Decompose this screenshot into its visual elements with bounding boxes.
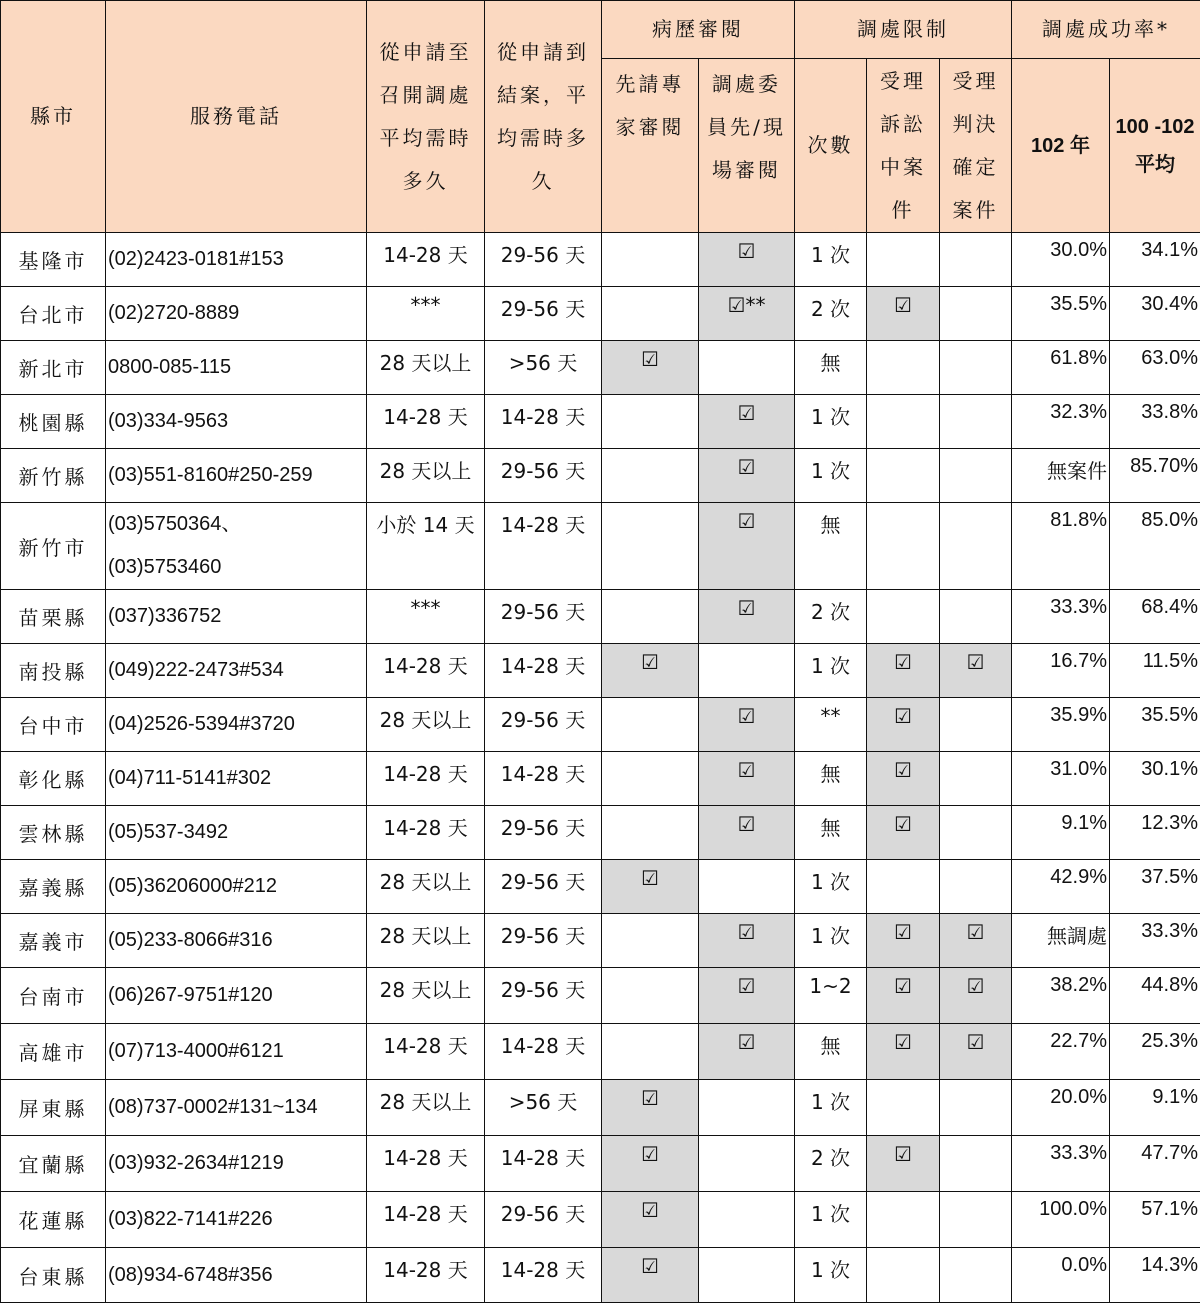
rate-102-cell: 32.3% <box>1012 395 1110 449</box>
expert-review-cell <box>602 1024 699 1080</box>
expert-review-cell <box>602 395 699 449</box>
expert-review-cell <box>602 503 699 590</box>
rate-102-cell: 100.0% <box>1012 1192 1110 1248</box>
litigation-cell: ☑ <box>867 287 940 341</box>
phone-number: 0800-085-115 <box>108 346 364 389</box>
table-row <box>1 287 1200 341</box>
committee-review-cell <box>699 341 795 395</box>
judgment-cell <box>940 698 1012 752</box>
phone-cell <box>106 968 367 1024</box>
city-cell: 嘉義縣 <box>1 860 106 914</box>
close-time-cell: 29-56 天 <box>485 449 602 503</box>
limit-times-cell: 1 次 <box>795 860 867 914</box>
phone-cell <box>106 1248 367 1303</box>
meeting-time-cell: 小於 14 天 <box>367 503 485 590</box>
city-cell: 新竹縣 <box>1 449 106 503</box>
meeting-time-cell: 14-28 天 <box>367 1248 485 1303</box>
limit-times-cell: 1 次 <box>795 395 867 449</box>
rate-102-cell: 33.3% <box>1012 1136 1110 1192</box>
rate-102-cell: 30.0% <box>1012 233 1110 287</box>
phone-cell <box>106 806 367 860</box>
close-time-cell: 29-56 天 <box>485 590 602 644</box>
judgment-cell: ☑ <box>940 644 1012 698</box>
close-time-cell: 29-56 天 <box>485 287 602 341</box>
litigation-cell <box>867 341 940 395</box>
phone-cell <box>106 1024 367 1080</box>
expert-review-cell <box>602 698 699 752</box>
judgment-cell <box>940 806 1012 860</box>
rate-102-cell: 31.0% <box>1012 752 1110 806</box>
limit-times-cell: 1 次 <box>795 644 867 698</box>
close-time-cell: 14-28 天 <box>485 1024 602 1080</box>
rate-102-cell: 81.8% <box>1012 503 1110 590</box>
committee-review-cell: ☑ <box>699 233 795 287</box>
limit-times-cell: 無 <box>795 503 867 590</box>
phone-cell <box>106 341 367 395</box>
limit-times-cell: 無 <box>795 1024 867 1080</box>
limit-times-cell: 1 次 <box>795 1080 867 1136</box>
meeting-time-cell: *** <box>367 590 485 644</box>
phone-number: (05)537-3492 <box>108 811 364 854</box>
rate-102-cell: 35.9% <box>1012 698 1110 752</box>
close-time-cell: 29-56 天 <box>485 860 602 914</box>
committee-review-cell: ☑ <box>699 752 795 806</box>
phone-number: (03)822-7141#226 <box>108 1198 364 1241</box>
limit-times-cell: 2 次 <box>795 1136 867 1192</box>
rate-avg-cell: 9.1% <box>1110 1080 1200 1136</box>
table-row <box>1 1080 1200 1136</box>
table-row <box>1 806 1200 860</box>
expert-review-cell: ☑ <box>602 1136 699 1192</box>
phone-number: (049)222-2473#534 <box>108 649 364 692</box>
table-row <box>1 395 1200 449</box>
phone-number: (06)267-9751#120 <box>108 974 364 1017</box>
judgment-cell <box>940 449 1012 503</box>
close-time-cell: >56 天 <box>485 341 602 395</box>
phone-cell <box>106 233 367 287</box>
meeting-time-cell: 28 天以上 <box>367 698 485 752</box>
committee-review-cell: ☑ <box>699 806 795 860</box>
rate-102-cell: 61.8% <box>1012 341 1110 395</box>
table-row <box>1 644 1200 698</box>
expert-review-cell: ☑ <box>602 860 699 914</box>
rate-102-cell: 無調處 <box>1012 914 1110 968</box>
table-row <box>1 503 1200 590</box>
expert-review-cell <box>602 449 699 503</box>
expert-review-cell: ☑ <box>602 1080 699 1136</box>
table-row <box>1 341 1200 395</box>
rate-102-cell: 0.0% <box>1012 1248 1110 1303</box>
city-cell: 台北市 <box>1 287 106 341</box>
limit-times-cell: 無 <box>795 341 867 395</box>
committee-review-cell: ☑ <box>699 395 795 449</box>
litigation-cell <box>867 860 940 914</box>
close-time-cell: 29-56 天 <box>485 914 602 968</box>
limit-times-cell: ** <box>795 698 867 752</box>
expert-review-cell <box>602 806 699 860</box>
limit-times-cell: 1~2 <box>795 968 867 1024</box>
rate-102-cell: 22.7% <box>1012 1024 1110 1080</box>
committee-review-cell <box>699 1080 795 1136</box>
rate-avg-cell: 47.7% <box>1110 1136 1200 1192</box>
meeting-time-cell: 28 天以上 <box>367 1080 485 1136</box>
city-cell: 台南市 <box>1 968 106 1024</box>
header-limit-times: 次數 <box>795 59 867 233</box>
city-cell: 新竹市 <box>1 503 106 590</box>
city-cell: 彰化縣 <box>1 752 106 806</box>
close-time-cell: 29-56 天 <box>485 806 602 860</box>
phone-number: (03)334-9563 <box>108 400 364 443</box>
phone-number: (03)551-8160#250-259 <box>108 454 364 497</box>
city-cell: 嘉義市 <box>1 914 106 968</box>
committee-review-cell <box>699 1248 795 1303</box>
close-time-cell: 14-28 天 <box>485 395 602 449</box>
close-time-cell: 29-56 天 <box>485 698 602 752</box>
phone-cell <box>106 503 367 590</box>
litigation-cell: ☑ <box>867 806 940 860</box>
phone-cell <box>106 1080 367 1136</box>
litigation-cell: ☑ <box>867 752 940 806</box>
rate-avg-cell: 33.8% <box>1110 395 1200 449</box>
litigation-cell: ☑ <box>867 698 940 752</box>
header-time-to-close: 從申請到結案，平均需時多久 <box>485 1 602 233</box>
phone-cell <box>106 395 367 449</box>
limit-times-cell: 無 <box>795 752 867 806</box>
table-row <box>1 860 1200 914</box>
rate-102-cell: 16.7% <box>1012 644 1110 698</box>
litigation-cell: ☑ <box>867 644 940 698</box>
header-expert-review: 先請專家審閱 <box>602 59 699 233</box>
rate-avg-cell: 14.3% <box>1110 1248 1200 1303</box>
expert-review-cell <box>602 287 699 341</box>
limit-times-cell: 無 <box>795 806 867 860</box>
city-cell: 宜蘭縣 <box>1 1136 106 1192</box>
rate-avg-cell: 37.5% <box>1110 860 1200 914</box>
close-time-cell: >56 天 <box>485 1080 602 1136</box>
header-committee-review: 調處委員先/現場審閱 <box>699 59 795 233</box>
litigation-cell <box>867 233 940 287</box>
rate-avg-cell: 12.3% <box>1110 806 1200 860</box>
meeting-time-cell: 14-28 天 <box>367 1024 485 1080</box>
judgment-cell <box>940 1192 1012 1248</box>
table-row <box>1 449 1200 503</box>
rate-avg-cell: 30.1% <box>1110 752 1200 806</box>
phone-cell <box>106 860 367 914</box>
committee-review-cell: ☑ <box>699 503 795 590</box>
expert-review-cell <box>602 914 699 968</box>
header-rate-avg: 100 -102 平均 <box>1110 59 1200 233</box>
limit-times-cell: 1 次 <box>795 1192 867 1248</box>
judgment-cell: ☑ <box>940 1024 1012 1080</box>
phone-cell <box>106 698 367 752</box>
expert-review-cell: ☑ <box>602 1192 699 1248</box>
litigation-cell: ☑ <box>867 968 940 1024</box>
city-cell: 基隆市 <box>1 233 106 287</box>
rate-avg-cell: 30.4% <box>1110 287 1200 341</box>
header-city: 縣市 <box>1 1 106 233</box>
judgment-cell: ☑ <box>940 914 1012 968</box>
phone-number: (03)5753460 <box>108 546 364 589</box>
header-rate-102: 102 年 <box>1012 59 1110 233</box>
city-cell: 雲林縣 <box>1 806 106 860</box>
meeting-time-cell: 28 天以上 <box>367 341 485 395</box>
litigation-cell: ☑ <box>867 914 940 968</box>
litigation-cell <box>867 449 940 503</box>
close-time-cell: 29-56 天 <box>485 968 602 1024</box>
table-row <box>1 914 1200 968</box>
committee-review-cell: ☑ <box>699 1024 795 1080</box>
committee-review-cell: ☑ <box>699 968 795 1024</box>
meeting-time-cell: *** <box>367 287 485 341</box>
phone-number: (02)2423-0181#153 <box>108 238 364 281</box>
meeting-time-cell: 28 天以上 <box>367 968 485 1024</box>
phone-number: (08)737-0002#131~134 <box>108 1086 364 1129</box>
committee-review-cell: ☑ <box>699 698 795 752</box>
meeting-time-cell: 14-28 天 <box>367 1136 485 1192</box>
phone-cell <box>106 590 367 644</box>
meeting-time-cell: 14-28 天 <box>367 1192 485 1248</box>
rate-102-cell: 20.0% <box>1012 1080 1110 1136</box>
rate-avg-cell: 68.4% <box>1110 590 1200 644</box>
phone-number: (02)2720-8889 <box>108 292 364 335</box>
header-record-review: 病歷審閱 <box>602 1 795 59</box>
phone-cell <box>106 752 367 806</box>
litigation-cell <box>867 1080 940 1136</box>
meeting-time-cell: 14-28 天 <box>367 233 485 287</box>
judgment-cell <box>940 1080 1012 1136</box>
phone-number: (04)711-5141#302 <box>108 757 364 800</box>
rate-102-cell: 無案件 <box>1012 449 1110 503</box>
meeting-time-cell: 28 天以上 <box>367 449 485 503</box>
close-time-cell: 14-28 天 <box>485 644 602 698</box>
phone-number: (03)932-2634#1219 <box>108 1142 364 1185</box>
limit-times-cell: 2 次 <box>795 590 867 644</box>
litigation-cell <box>867 1248 940 1303</box>
phone-number: (08)934-6748#356 <box>108 1254 364 1297</box>
expert-review-cell: ☑ <box>602 341 699 395</box>
city-cell: 屏東縣 <box>1 1080 106 1136</box>
expert-review-cell <box>602 752 699 806</box>
close-time-cell: 14-28 天 <box>485 1248 602 1303</box>
phone-number: (037)336752 <box>108 595 364 638</box>
judgment-cell: ☑ <box>940 968 1012 1024</box>
limit-times-cell: 1 次 <box>795 233 867 287</box>
meeting-time-cell: 14-28 天 <box>367 752 485 806</box>
rate-102-cell: 42.9% <box>1012 860 1110 914</box>
committee-review-cell: ☑ <box>699 590 795 644</box>
judgment-cell <box>940 590 1012 644</box>
city-cell: 苗栗縣 <box>1 590 106 644</box>
expert-review-cell <box>602 233 699 287</box>
close-time-cell: 29-56 天 <box>485 233 602 287</box>
litigation-cell <box>867 395 940 449</box>
rate-avg-cell: 63.0% <box>1110 341 1200 395</box>
rate-avg-cell: 25.3% <box>1110 1024 1200 1080</box>
rate-102-cell: 9.1% <box>1012 806 1110 860</box>
header-success-rate: 調處成功率* <box>1012 1 1200 59</box>
judgment-cell <box>940 752 1012 806</box>
close-time-cell: 14-28 天 <box>485 752 602 806</box>
limit-times-cell: 1 次 <box>795 1248 867 1303</box>
rate-avg-cell: 33.3% <box>1110 914 1200 968</box>
close-time-cell: 29-56 天 <box>485 1192 602 1248</box>
table-row <box>1 233 1200 287</box>
phone-cell <box>106 914 367 968</box>
committee-review-cell <box>699 860 795 914</box>
limit-times-cell: 1 次 <box>795 449 867 503</box>
table-row <box>1 1192 1200 1248</box>
meeting-time-cell: 14-28 天 <box>367 644 485 698</box>
city-cell: 台中市 <box>1 698 106 752</box>
phone-number: (05)36206000#212 <box>108 865 364 908</box>
committee-review-cell: ☑ <box>699 914 795 968</box>
rate-avg-cell: 85.70% <box>1110 449 1200 503</box>
phone-cell <box>106 1136 367 1192</box>
header-phone: 服務電話 <box>106 1 367 233</box>
table-body <box>1 233 1200 1303</box>
committee-review-cell <box>699 1136 795 1192</box>
judgment-cell <box>940 1136 1012 1192</box>
meeting-time-cell: 28 天以上 <box>367 914 485 968</box>
expert-review-cell <box>602 968 699 1024</box>
judgment-cell <box>940 503 1012 590</box>
city-cell: 新北市 <box>1 341 106 395</box>
meeting-time-cell: 14-28 天 <box>367 806 485 860</box>
city-cell: 台東縣 <box>1 1248 106 1303</box>
phone-cell <box>106 287 367 341</box>
rate-avg-cell: 85.0% <box>1110 503 1200 590</box>
rate-avg-cell: 44.8% <box>1110 968 1200 1024</box>
litigation-cell <box>867 503 940 590</box>
table-row <box>1 590 1200 644</box>
litigation-cell <box>867 1192 940 1248</box>
table-header <box>1 1 1200 233</box>
city-cell: 南投縣 <box>1 644 106 698</box>
table-row <box>1 1248 1200 1303</box>
phone-cell <box>106 449 367 503</box>
rate-avg-cell: 11.5% <box>1110 644 1200 698</box>
expert-review-cell: ☑ <box>602 1248 699 1303</box>
table-row <box>1 1136 1200 1192</box>
committee-review-cell: ☑** <box>699 287 795 341</box>
limit-times-cell: 2 次 <box>795 287 867 341</box>
phone-cell <box>106 1192 367 1248</box>
phone-number: (03)5750364、 <box>108 503 364 546</box>
header-limit-litigation: 受理訴訟中案件 <box>867 59 940 233</box>
litigation-cell: ☑ <box>867 1136 940 1192</box>
limit-times-cell: 1 次 <box>795 914 867 968</box>
judgment-cell <box>940 233 1012 287</box>
rate-102-cell: 33.3% <box>1012 590 1110 644</box>
phone-number: (04)2526-5394#3720 <box>108 703 364 746</box>
judgment-cell <box>940 1248 1012 1303</box>
rate-avg-cell: 57.1% <box>1110 1192 1200 1248</box>
rate-avg-cell: 35.5% <box>1110 698 1200 752</box>
table-row <box>1 752 1200 806</box>
table-row <box>1 1024 1200 1080</box>
expert-review-cell <box>602 590 699 644</box>
rate-102-cell: 38.2% <box>1012 968 1110 1024</box>
judgment-cell <box>940 287 1012 341</box>
judgment-cell <box>940 341 1012 395</box>
phone-number: (05)233-8066#316 <box>108 919 364 962</box>
header-limit-judgment: 受理判決確定案件 <box>940 59 1012 233</box>
header-time-to-meeting: 從申請至召開調處平均需時多久 <box>367 1 485 233</box>
city-cell: 高雄市 <box>1 1024 106 1080</box>
city-cell: 花蓮縣 <box>1 1192 106 1248</box>
litigation-cell <box>867 590 940 644</box>
litigation-cell: ☑ <box>867 1024 940 1080</box>
header-mediation-limits: 調處限制 <box>795 1 1012 59</box>
committee-review-cell <box>699 644 795 698</box>
committee-review-cell: ☑ <box>699 449 795 503</box>
close-time-cell: 14-28 天 <box>485 1136 602 1192</box>
city-cell: 桃園縣 <box>1 395 106 449</box>
expert-review-cell: ☑ <box>602 644 699 698</box>
rate-102-cell: 35.5% <box>1012 287 1110 341</box>
rate-avg-cell: 34.1% <box>1110 233 1200 287</box>
judgment-cell <box>940 395 1012 449</box>
judgment-cell <box>940 860 1012 914</box>
meeting-time-cell: 14-28 天 <box>367 395 485 449</box>
phone-cell <box>106 644 367 698</box>
meeting-time-cell: 28 天以上 <box>367 860 485 914</box>
table-row <box>1 698 1200 752</box>
close-time-cell: 14-28 天 <box>485 503 602 590</box>
phone-number: (07)713-4000#6121 <box>108 1030 364 1073</box>
table-row <box>1 968 1200 1024</box>
committee-review-cell <box>699 1192 795 1248</box>
